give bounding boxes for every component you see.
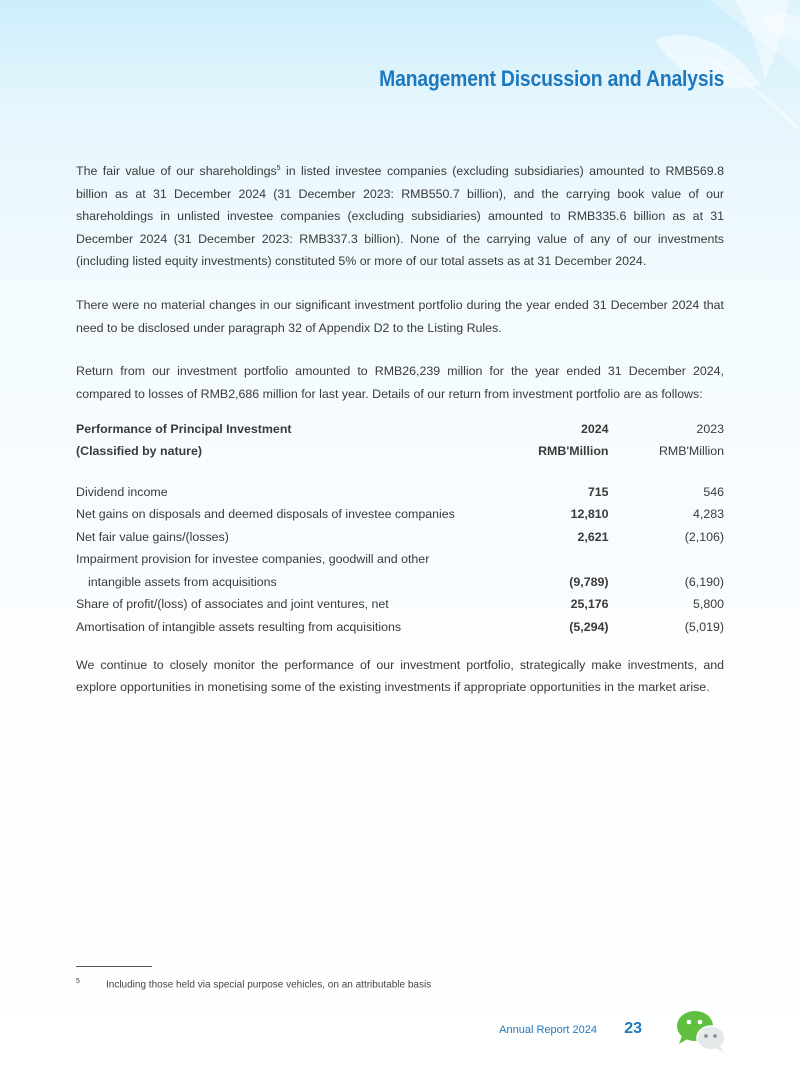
row-value-2023: (5,019): [684, 619, 724, 634]
main-content: [76, 160, 724, 699]
table-header-subtitle: (Classified by nature): [76, 444, 202, 459]
table-row: [76, 548, 724, 571]
row-value-2024: 2,621: [577, 529, 609, 544]
footer-report-label: Annual Report 2024: [499, 1024, 597, 1036]
footnote-ref: 5: [276, 164, 281, 172]
paragraph-no-material-changes: There were no material changes in our significant investment portfolio during the year ended 31 December 2024 that need to be disclosed under paragraph 32 of Appendix D2 to the Listing Rules.: [76, 297, 724, 335]
row-value-2024: [522, 548, 609, 571]
performance-table: [76, 417, 724, 638]
paragraph-fair-value-a: The fair value of our shareholdings: [76, 164, 277, 178]
unit-2023: RMB'Million: [658, 444, 724, 459]
row-value-2024: (9,789): [569, 574, 609, 589]
row-value-2023: (2,106): [684, 529, 724, 544]
table-row: [76, 593, 724, 616]
row-label: Net fair value gains/(losses): [76, 529, 229, 544]
row-value-2024: 715: [587, 484, 609, 499]
row-label: Net gains on disposals and deemed disposals of investee companies: [76, 507, 455, 522]
table-unit-row: [76, 440, 724, 463]
footnote: [76, 978, 431, 990]
table-header-row: [76, 417, 724, 440]
row-label: intangible assets from acquisitions: [88, 574, 277, 589]
row-label: Amortisation of intangible assets resulting from acquisitions: [76, 619, 402, 634]
column-header-2024: 2024: [580, 421, 609, 436]
row-value-2023: 4,283: [692, 507, 724, 522]
unit-2024: RMB'Million: [538, 444, 609, 459]
footnote-text: Including those held via special purpose vehicles, on an attributable basis: [106, 979, 432, 991]
page-number: 23: [624, 1020, 642, 1037]
column-header-2023: 2023: [696, 421, 724, 436]
table-row: [76, 503, 724, 526]
paragraph-fair-value: [76, 160, 724, 273]
footnote-number: 5: [76, 978, 80, 985]
paragraph-return: Return from our investment portfolio amounted to RMB26,239 million for the year ended 31 December 2024, compared to losses of RMB2,686 million for last year. Details of our return from investment portfolio are as follows:: [76, 364, 724, 401]
page-title: Management Discussion and Analysis: [378, 66, 724, 91]
paragraph-fair-value-b: in listed investee companies (excluding subsidiaries) amounted to RMB569.8 billion as at 31 December 2024 (31 December 2023: RMB550.7 billion), and the carrying book value of our shareholdings in unlisted investee companies (excluding subsidiaries) amounted to RMB335.6 billion as at 31 December 2024 (31 December 2023: RMB337.3 billion). None of the carrying value of any of our investments (including listed equity investments) constituted 5% or more of our total assets as at 31 December 2024.: [76, 164, 724, 269]
row-value-2023: [609, 548, 724, 571]
table-row: [76, 615, 724, 638]
row-value-2024: 25,176: [570, 597, 609, 612]
table-row: [76, 480, 724, 503]
wechat-icon: [676, 1010, 726, 1052]
row-value-2024: (5,294): [569, 619, 609, 634]
table-row: [76, 570, 724, 593]
row-label: Dividend income: [76, 484, 168, 499]
table-row: [76, 525, 724, 548]
row-value-2023: (6,190): [684, 574, 724, 589]
footnote-divider: [76, 966, 152, 967]
row-label: Impairment provision for investee companies, goodwill and other: [76, 552, 430, 567]
row-value-2024: 12,810: [570, 507, 609, 522]
row-value-2023: 5,800: [692, 597, 724, 612]
table-header-title: Performance of Principal Investment: [76, 421, 292, 436]
paragraph-outlook: We continue to closely monitor the performance of our investment portfolio, strategically make investments, and explore opportunities in monetising some of the existing investments if appropriate opportunities in the market arise.: [76, 657, 724, 695]
row-value-2023: 546: [703, 484, 724, 499]
row-label: Share of profit/(loss) of associates and joint ventures, net: [76, 597, 389, 612]
